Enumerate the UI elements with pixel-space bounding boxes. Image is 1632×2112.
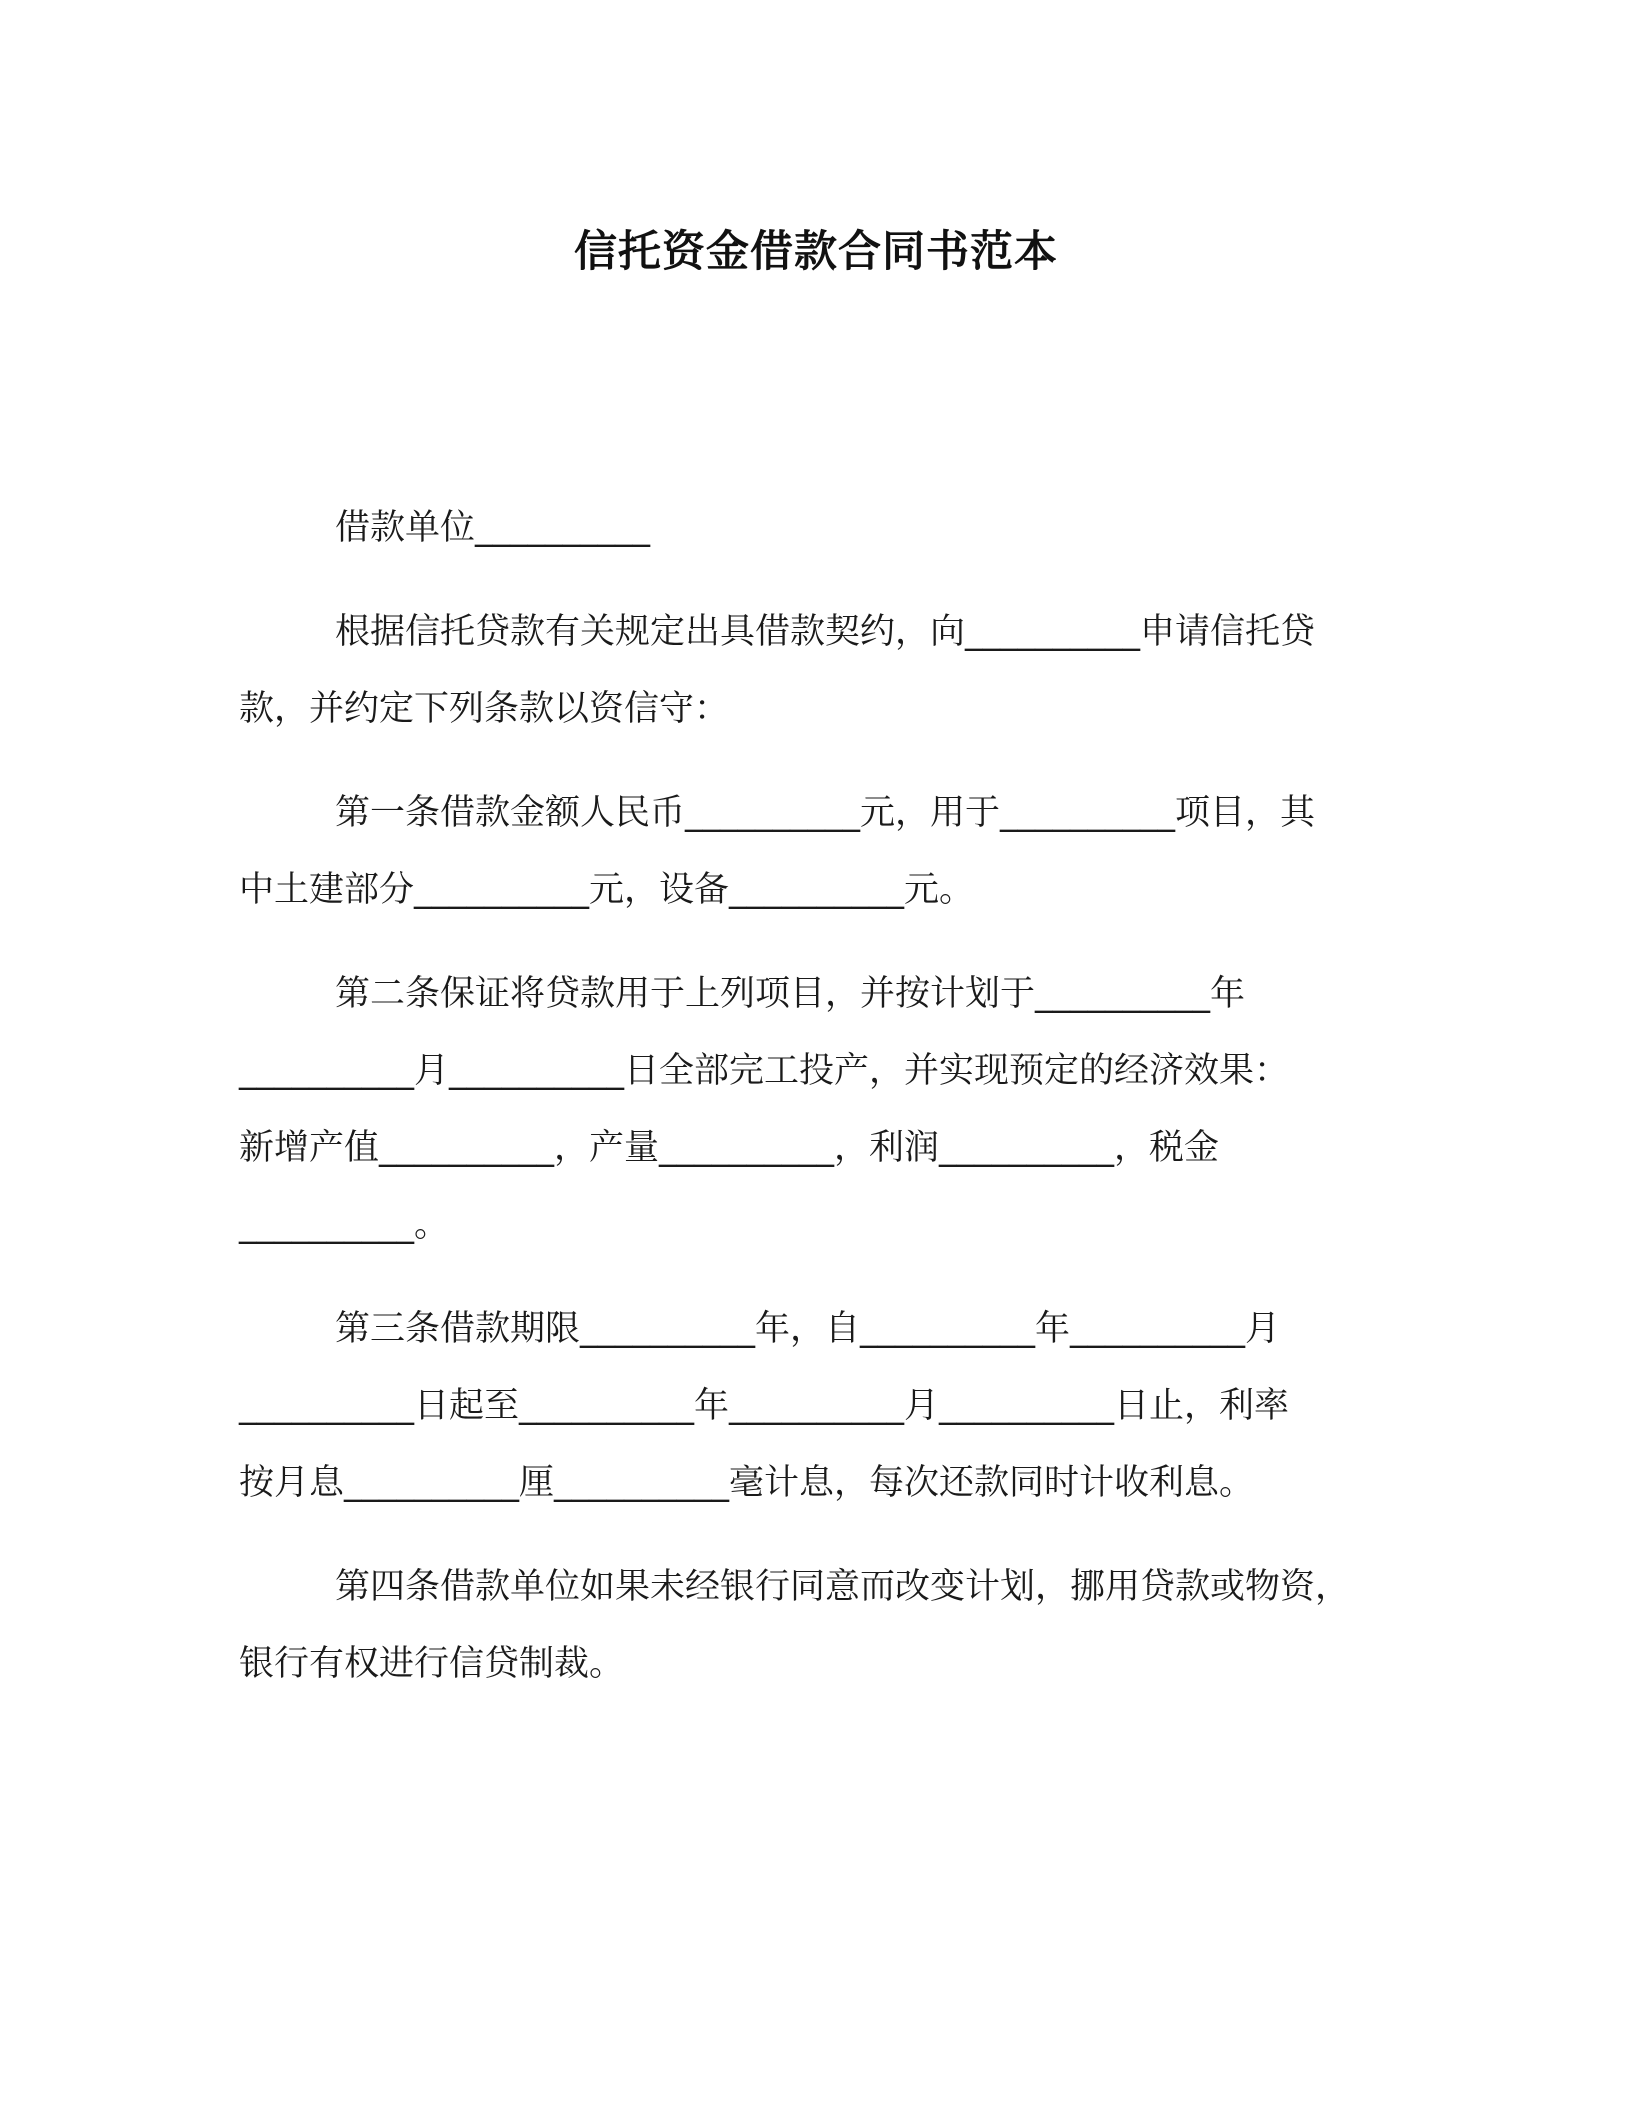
paragraph-line: 按月息__________厘__________毫计息，每次还款同时计收利息。 (239, 1463, 1255, 1503)
paragraph-line: 根据信托贷款有关规定出具借款契约，向__________申请信托贷 (335, 612, 1316, 652)
paragraph-line: 借款单位__________ (335, 508, 651, 548)
article-2 (239, 956, 1404, 1264)
document-title: 信托资金借款合同书范本 (574, 227, 1058, 277)
paragraph-line: 新增产值__________，产量__________，利润__________，税金 (239, 1128, 1220, 1168)
document-body (239, 490, 1404, 1730)
paragraph-line: __________。 (239, 1205, 450, 1245)
paragraph-line: __________月__________日全部完工投产，并实现预定的经济效果： (239, 1051, 1290, 1091)
article-4 (239, 1549, 1404, 1703)
article-3 (239, 1291, 1404, 1522)
paragraph-line: 第三条借款期限__________年，自__________年__________月 (335, 1309, 1281, 1349)
paragraph-borrower (239, 490, 1404, 567)
paragraph-line: __________日起至__________年__________月__________日止，利率 (239, 1386, 1290, 1426)
paragraph-line: 第一条借款金额人民币__________元，用于__________项目，其 (335, 793, 1316, 833)
paragraph-line: 银行有权进行信贷制裁。 (239, 1644, 625, 1684)
paragraph-line: 中土建部分__________元，设备__________元。 (239, 870, 975, 910)
article-1 (239, 775, 1404, 929)
paragraph-line: 第二条保证将贷款用于上列项目，并按计划于__________年 (335, 974, 1246, 1014)
paragraph-line: 第四条借款单位如果未经银行同意而改变计划，挪用贷款或物资， (335, 1567, 1351, 1607)
paragraph-preamble (239, 594, 1404, 748)
paragraph-line: 款，并约定下列条款以资信守： (239, 689, 730, 729)
